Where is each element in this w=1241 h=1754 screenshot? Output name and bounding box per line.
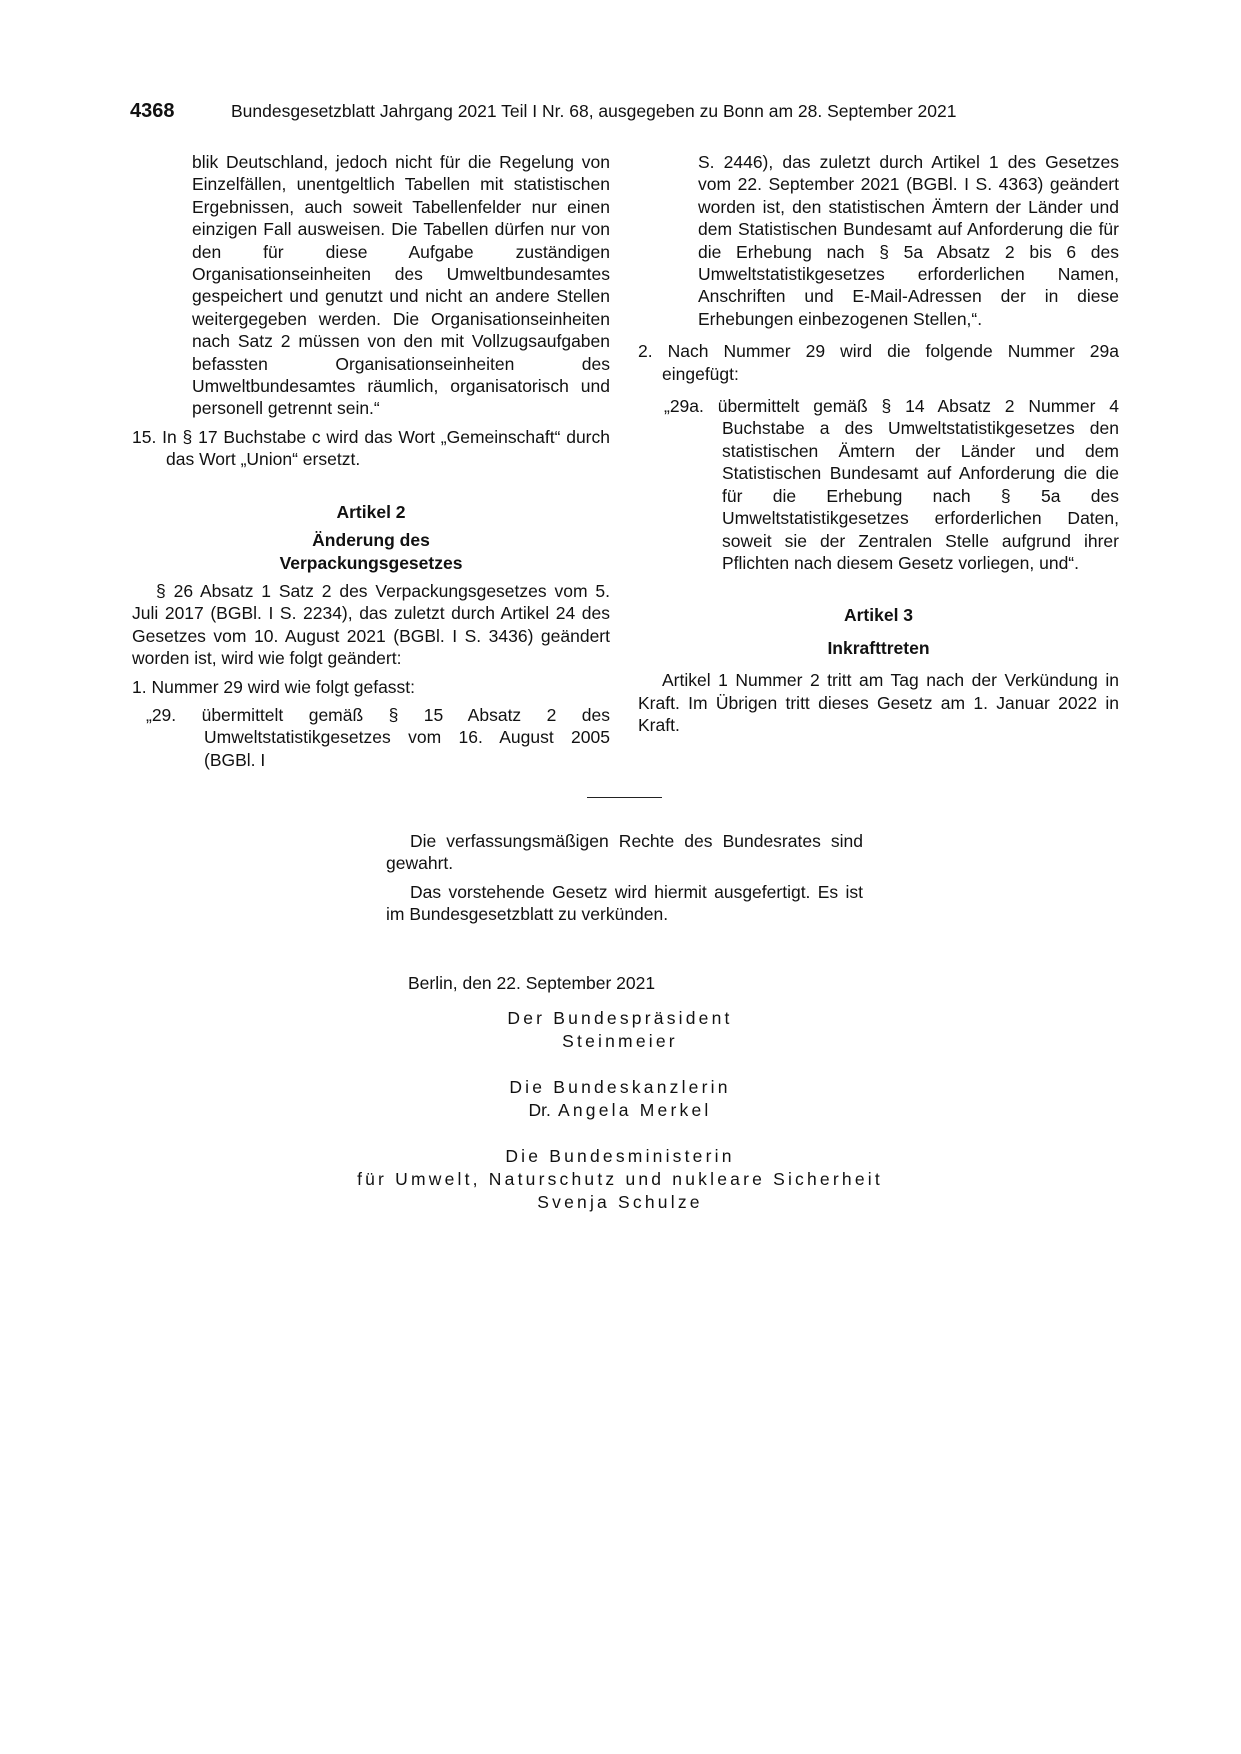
page-number: 4368 xyxy=(130,100,175,122)
signature-block-president xyxy=(280,1007,960,1053)
section-divider xyxy=(587,797,662,798)
signatory-office: Die Bundeskanzlerin xyxy=(509,1077,731,1097)
article-2-heading: Artikel 2 xyxy=(336,501,406,522)
signatory-office: Die Bundesministerin xyxy=(505,1146,735,1166)
signatory-name: Angela Merkel xyxy=(558,1100,712,1120)
continued-paragraph: S. 2446), das zuletzt durch Artikel 1 des Gesetzes vom 22. September 2021 (BGBl. I S. 4363) geändert worden ist, den statistischen Ämtern der Länder und dem Statistischen Bundesamt auf Anforderung die für die Erhebung nach § 5a Absatz 2 bis 6 des Umweltstatistikgesetzes erforderlichen Namen, Anschriften und E-Mail-Adressen der in diese Erhebungen einbezogenen Stellen,“. xyxy=(698,152,1119,329)
article-3-title: Inkrafttreten xyxy=(827,637,930,658)
article-2-title-line-2: Verpackungsgesetzes xyxy=(279,552,463,573)
list-item-1: 1. Nummer 29 wird wie folgt gefasst: xyxy=(132,676,416,697)
signature-block-minister xyxy=(280,1145,960,1214)
article-2-title-line-1: Änderung des xyxy=(312,530,430,551)
federal-council-rights: Die verfassungsmäßigen Rechte des Bundesrates sind gewahrt. xyxy=(386,831,863,874)
list-item-15: 15. In § 17 Buchstabe c wird das Wort „Gemeinschaft“ durch das Wort „Union“ ersetzt. xyxy=(132,426,610,470)
place-and-date: Berlin, den 22. September 2021 xyxy=(408,973,656,993)
closing-formula xyxy=(386,830,863,926)
signature-block-chancellor xyxy=(280,1076,960,1122)
left-column xyxy=(132,151,610,771)
quoted-item-29: „29. übermittelt gemäß § 15 Absatz 2 des Umweltstatistikgesetzes vom 16. August 2005 (BGBl. I xyxy=(146,704,610,770)
article-2-intro: § 26 Absatz 1 Satz 2 des Verpackungsgesetzes vom 5. Juli 2017 (BGBl. I S. 2234), das zuletzt durch Artikel 24 des Gesetzes vom 10. August 2021 (BGBl. I S. 3436) geändert worden ist, wird wie folgt geändert: xyxy=(132,580,610,669)
signatory-office-line-2: für Umwelt, Naturschutz und nukleare Sicherheit xyxy=(357,1169,883,1189)
right-column xyxy=(638,151,1119,736)
signatory-title: Dr. xyxy=(528,1100,551,1120)
quoted-item-29a: „29a. übermittelt gemäß § 14 Absatz 2 Nummer 4 Buchstabe a des Umweltstatistikgesetzes den statistischen Ämtern der Länder und dem Statistischen Bundesamt auf Anforderung die die für die Erhebung nach § 5a des Umweltstatistikgesetzes erforderlichen Daten, soweit sie der Zentralen Stelle aufgrund ihrer Pflichten nach diesem Gesetz vorliegen, und“. xyxy=(664,396,1119,573)
article-3-text: Artikel 1 Nummer 2 tritt am Tag nach der Verkündung in Kraft. Im Übrigen tritt dieses Gesetz am 1. Januar 2022 in Kraft. xyxy=(638,670,1119,735)
execution-clause: Das vorstehende Gesetz wird hiermit ausgefertigt. Es ist im Bundesgesetzblatt zu verkünden. xyxy=(386,881,863,925)
continued-paragraph: blik Deutschland, jedoch nicht für die Regelung von Einzelfällen, unentgeltlich Tabellen mit statistischen Ergebnissen, auch soweit Tabellenfelder nur einen einzigen Fall ausweisen. Die Tabellen dürfen nur von den für diese Aufgabe zuständigen Organisationseinheiten des Umweltbundesamtes gespeichert und genutzt und nicht an andere Stellen weitergegeben werden. Die Organisationseinheiten nach Satz 2 müssen von den mit Vollzugsaufgaben befassten Organisationseinheiten des Umweltbundesamtes räumlich, organisatorisch und personell getrennt sein.“ xyxy=(192,152,610,419)
signatory-name: Steinmeier xyxy=(562,1031,678,1051)
publication-header: Bundesgesetzblatt Jahrgang 2021 Teil I Nr. 68, ausgegeben zu Bonn am 28. September 2021 xyxy=(231,101,957,121)
signatory-name: Svenja Schulze xyxy=(537,1192,703,1212)
article-3-heading: Artikel 3 xyxy=(843,605,914,626)
signatory-office: Der Bundespräsident xyxy=(507,1008,733,1028)
list-item-2: 2. Nach Nummer 29 wird die folgende Nummer 29a eingefügt: xyxy=(638,341,1119,384)
